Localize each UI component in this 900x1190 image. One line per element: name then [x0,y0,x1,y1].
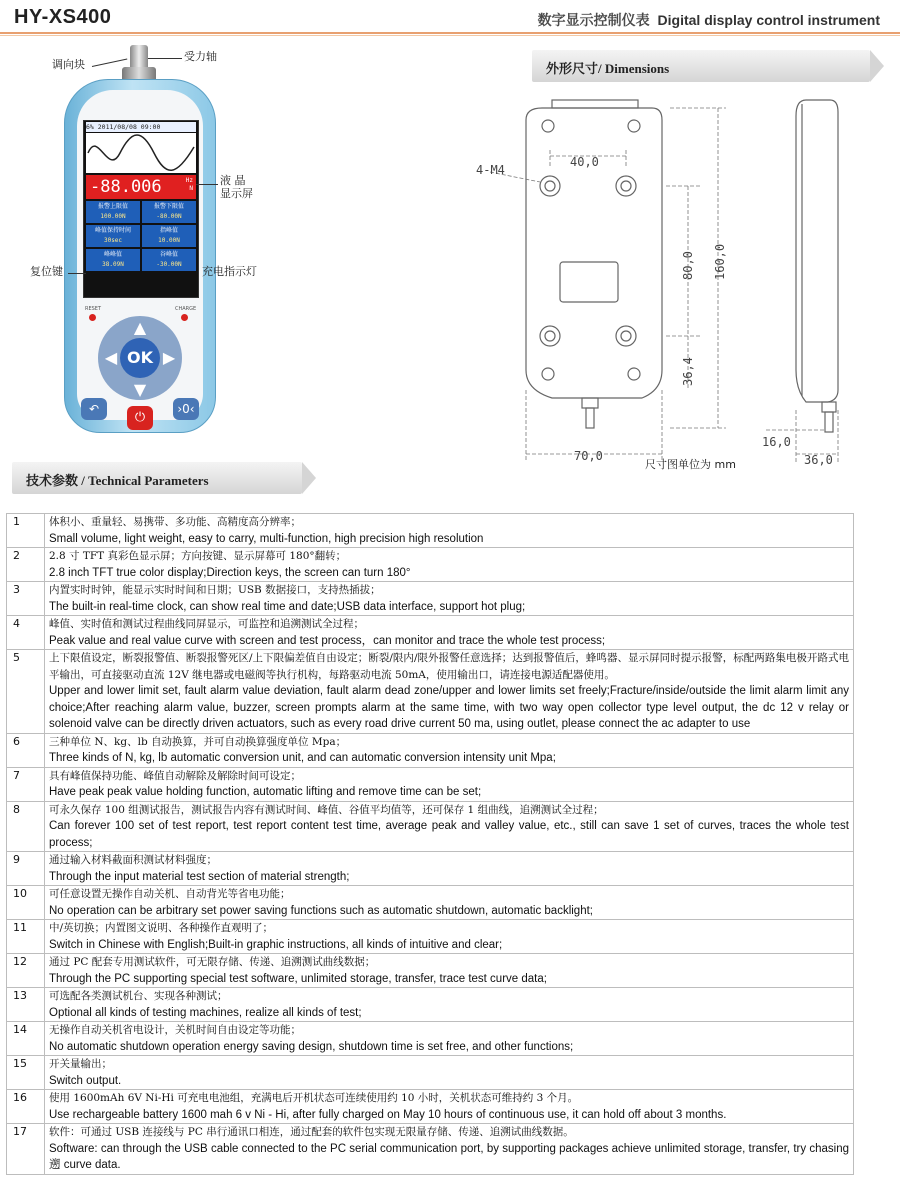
table-row [7,514,854,548]
row-text-english: No operation can be arbitrary set power saving functions such as automatic shutdown, automatic backlight; [49,904,593,917]
dim-width: 70,0 [574,449,603,463]
row-number: 8 [7,801,45,852]
screen-cell [142,249,196,271]
table-row [7,1090,854,1124]
dimensions-heading-ribbon [532,50,884,82]
callout-line [148,58,182,59]
dim-hole-spacing: 40,0 [570,155,599,169]
row-number: 3 [7,582,45,616]
row-text-english: Can forever 100 set of test report, test report content test time, average peak and valley value, etc., still can save 1 set of curves, traces the whole test process; [49,820,849,849]
row-text-english: Upper and lower limit set, fault alarm value deviation, fault alarm dead zone/upper and lower limits set freely;Fracture/inside/outside the limit alarm limit any choice;After reaching alarm value, buzzer, screen prompts alarm at the same time, with two way open collector type level output, the dc 12 v relay or solenoid valve can be directly driven actuators, such as every road drive current 50 ma, using outlet, please connect the ac adapter to use [49,685,849,730]
row-text [45,1056,854,1090]
row-text-chinese: 峰值、实时值和测试过程曲线同屏显示，可监控和追溯测试全过程； [49,618,364,630]
table-row [7,886,854,920]
row-text-chinese: 软件：可通过 USB 连接线与 PC 串行通讯口相连，通过配套的软件包实现无限量存储、传递、追溯试曲线数据。 [49,1126,574,1138]
technical-heading: 技术参数 / Technical Parameters [26,473,209,488]
table-row [7,988,854,1022]
row-text [45,733,854,767]
table-row [7,582,854,616]
row-text-chinese: 开关量输出； [49,1058,112,1070]
row-text [45,548,854,582]
dimension-drawing [470,90,890,480]
cell-label: 报警下限值 [153,203,184,210]
screen-cell [142,201,196,223]
reading-unit-bottom: N [189,185,193,192]
row-text [45,886,854,920]
row-text-english: Through the input material test section of material strength; [49,870,350,883]
dim-holes: 4-M4 [476,163,505,177]
row-text [45,767,854,801]
callout-lcd-1: 液 晶 [220,174,246,187]
row-text-chinese: 可选配各类测试机台、实现各种测试； [49,990,228,1002]
technical-heading-ribbon [12,462,316,494]
row-text [45,801,854,852]
row-text-english: Three kinds of N, kg, lb automatic conversion unit, and can automatic conversion intensity unit Mpa; [49,752,556,764]
row-text-chinese: 内置实时时钟，能显示实时时间和日期；USB 数据接口，支持热插拔； [49,584,381,596]
title-english: Digital display control instrument [657,12,880,28]
row-text [45,582,854,616]
charge-indicator-label: CHARGE [175,306,197,312]
header-rule [0,32,900,34]
dim-lower-height: 36,4 [681,357,695,386]
screen-cell [86,201,140,223]
screen-cell [86,249,140,271]
table-row [7,801,854,852]
device-body [64,79,216,433]
dim-total-height: 160,0 [713,243,727,280]
cell-label: 谷峰值 [159,251,178,258]
screen-cell [142,225,196,247]
title-chinese: 数字显示控制仪表 [537,12,650,28]
cell-value: -30.00N [156,261,182,268]
callout-force-shaft: 受力轴 [184,50,217,63]
row-text-chinese: 无操作自动关机省电设计，关机时间自由设定等功能； [49,1024,301,1036]
row-text-english: Use rechargeable battery 1600 mah 6 v Ni - Hi, after fully charged on May 10 hours of continuous use, it can hold off about 3 months. [49,1108,727,1121]
cell-value: -80.00N [156,213,182,220]
row-number: 10 [7,886,45,920]
row-number: 5 [7,650,45,734]
row-text [45,616,854,650]
row-number: 6 [7,733,45,767]
row-text [45,954,854,988]
row-text-english: The built-in real-time clock, can show real time and date;USB data interface, support hot plug; [49,600,526,613]
dim-shaft-offset: 16,0 [762,435,791,449]
technical-parameters-table [6,513,854,1175]
up-arrow-icon: ▲ [133,318,147,337]
row-text-english: Have peak peak value holding function, automatic lifting and remove time can be set; [49,786,482,798]
row-text-english: Software: can through the USB cable connected to the PC serial communication port, by supporting packages achieve unlimited storage, transfer, try chasing 遡 curve data. [49,1142,849,1171]
dim-mid-height: 80,0 [681,251,695,280]
row-number: 11 [7,920,45,954]
row-number: 13 [7,988,45,1022]
row-text [45,514,854,548]
row-text-chinese: 可永久保存 100 组测试报告，测试报告内容有测试时间、峰值、谷值平均值等，还可保存 1 组曲线，追溯测试全过程； [49,803,604,816]
ok-button: OK [120,338,160,378]
row-number: 9 [7,852,45,886]
row-text [45,1022,854,1056]
row-text-english: 2.8 inch TFT true color display;Direction keys, the screen can turn 180° [49,566,411,579]
table-row [7,548,854,582]
screen-waveform [86,133,196,173]
row-text [45,988,854,1022]
reading-unit-top: Hz [185,177,193,184]
row-text-chinese: 通过输入材料截面积测试材料强度； [49,854,217,866]
dimensions-heading: 外形尺寸/ Dimensions [546,61,670,76]
row-text-english: Switch in Chinese with English;Built-in graphic instructions, all kinds of intuitive and clear; [49,938,503,951]
table-row [7,954,854,988]
screen-cell [86,225,140,247]
reset-key-label: RESET [85,306,102,312]
table-row [7,1056,854,1090]
callout-line [196,184,218,185]
device-illustration [60,45,220,435]
screen-value-grid [86,201,196,295]
row-number: 2 [7,548,45,582]
cell-value: 38.09N [102,261,124,268]
row-number: 16 [7,1090,45,1124]
cell-value: 10.00N [158,237,180,244]
callout-direction-block: 调向块 [52,58,85,71]
screen-status-bar: 6% 2011/08/08 09:00 [86,122,196,132]
row-text [45,852,854,886]
table-row [7,616,854,650]
right-arrow-icon: ▶ [162,348,176,367]
row-text-chinese: 使用 1600mAh 6V Ni-Hi 可充电电池组，充满电后开机状态可连续使用约 10 小时，关机状态可维持约 3 个月。 [49,1092,579,1104]
zero-button-icon: ›0‹ [173,398,199,420]
ribbon-tip [302,462,316,494]
row-text [45,1124,854,1175]
page-title [538,10,880,30]
row-text-english: Through the PC supporting special test software, unlimited storage, transfer, trace test curve data; [49,972,547,985]
row-text-english: Optional all kinds of testing machines, realize all kinds of test; [49,1006,362,1019]
down-arrow-icon: ▼ [133,380,147,399]
row-text-chinese: 三种单位 N、kg、lb 自动换算，并可自动换算强度单位 Mpa； [49,735,347,748]
row-number: 17 [7,1124,45,1175]
cell-label: 峰值保持时间 [94,227,131,234]
table-row [7,852,854,886]
cell-value: 30sec [103,237,123,244]
row-text-chinese: 体积小、重量轻、易携带、多功能、高精度高分辨率； [49,516,301,528]
callout-charge-light: 充电指示灯 [202,265,257,278]
row-number: 4 [7,616,45,650]
table-row [7,1022,854,1056]
callout-reset-key: 复位键 [30,265,63,278]
reset-key [89,314,96,321]
header-rule-light [0,35,900,36]
row-text-chinese: 具有峰值保持功能、峰值自动解除及解除时间可设定； [49,769,301,782]
model-number: HY-XS400 [14,6,112,28]
row-text-chinese: 通过 PC 配套专用测试软件，可无限存储、传递、追溯测试曲线数据； [49,956,376,968]
table-row [7,650,854,734]
cell-label: 指峰值 [159,227,178,234]
cell-label: 峰峰值 [103,251,122,258]
row-text [45,650,854,734]
row-text-english: Small volume, light weight, easy to carry, multi-function, high precision high resolution [49,532,484,545]
reading-value: -88.006 [90,177,162,197]
row-text-chinese: 2.8 寸 TFT 真彩色显示屏；方向按键、显示屏幕可 180°翻转； [49,550,347,562]
table-row [7,1124,854,1175]
row-number: 12 [7,954,45,988]
row-text-chinese: 中/英切换；内置图文说明、各种操作直观明了； [49,922,274,934]
lcd-screen [83,120,199,298]
page-header [0,0,900,34]
row-text-english: Switch output. [49,1074,122,1087]
row-number: 15 [7,1056,45,1090]
row-text-chinese: 上下限值设定，断裂报警值、断裂报警死区/上下限偏差值自由设定；断裂/限内/限外报警任意选择；达到报警值后，蜂鸣器、显示屏同时提示报警，标配两路集电极开路式电平输出，可直接驱动直流 12V 继电器或电磁阀等执行机构，每路驱动电流 50mA，使用输出口，请连接电源适配器使用。 [49,652,849,681]
row-number: 14 [7,1022,45,1056]
table-row [7,733,854,767]
keypad [65,306,215,426]
row-text-english: Peak value and real value curve with screen and test process，can monitor and trace the whole test process; [49,634,606,647]
row-number: 1 [7,514,45,548]
table-row [7,920,854,954]
callout-lcd-2: 显示屏 [220,187,253,200]
cell-value: 100.00N [100,213,126,220]
callout-line [68,273,86,274]
technical-parameters-body [7,514,854,1175]
row-text-chinese: 可任意设置无操作自动关机、自动背光等省电功能； [49,888,291,900]
power-button-icon: ⏻ [127,406,153,430]
dimension-unit-note: 尺寸图单位为 mm [645,458,736,471]
left-arrow-icon: ◀ [104,348,118,367]
row-text [45,920,854,954]
row-text [45,1090,854,1124]
table-row [7,767,854,801]
screen-reading [86,175,196,199]
ribbon-tip [870,50,884,82]
charge-indicator-light [181,314,188,321]
back-button-icon: ↶ [81,398,107,420]
row-number: 7 [7,767,45,801]
dim-side-depth: 36,0 [804,453,833,467]
row-text-english: No automatic shutdown operation energy saving design, shutdown time is set free, and other functions; [49,1040,574,1053]
cell-label: 报警上限值 [97,203,128,210]
reading-unit [186,177,193,193]
